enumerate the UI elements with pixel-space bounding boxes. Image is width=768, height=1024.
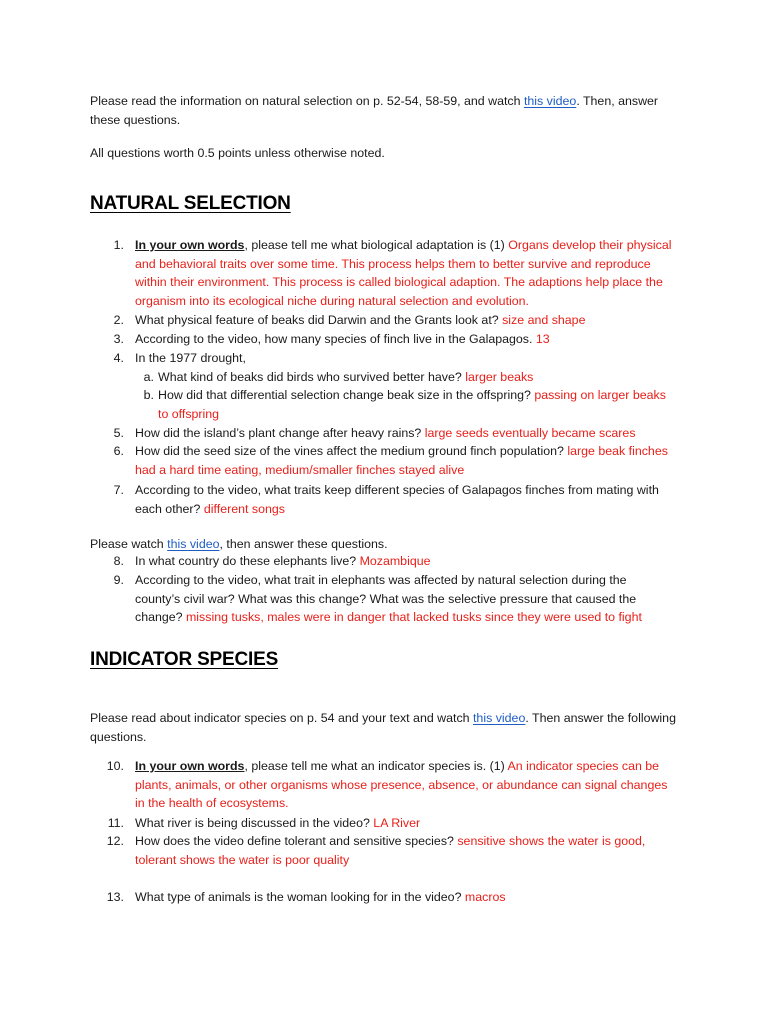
video-link-3[interactable]: this video xyxy=(472,711,526,725)
answer-8: Mozambique xyxy=(359,554,431,568)
video-link-1[interactable]: this video xyxy=(523,94,577,108)
video-link-2[interactable]: this video xyxy=(167,537,220,551)
section-heading-indicator-species: INDICATOR SPECIES xyxy=(90,649,279,670)
section-heading-natural-selection: NATURAL SELECTION xyxy=(90,193,291,214)
answer-3: 13 xyxy=(535,332,550,346)
points-note: All questions worth 0.5 points unless otherwise noted. xyxy=(90,146,385,160)
answer-5: large seeds eventually became scares xyxy=(424,426,636,440)
answer-6: large beak finches had a hard time eating, medium/smaller finches stayed alive xyxy=(135,444,668,477)
answer-13: macros xyxy=(464,890,506,904)
answer-11: LA River xyxy=(373,816,421,830)
answer-9: missing tusks, males were in danger that lacked tusks since they were used to fight xyxy=(185,610,642,624)
answer-4a: larger beaks xyxy=(465,370,534,384)
answer-4b: passing on larger beaks to offspring xyxy=(158,388,666,421)
intro-paragraph: Please read the information on natural selection on p. 52-54, 58-59, and watch this video. Then, answer these questions. xyxy=(90,94,659,127)
answer-10: An indicator species can be plants, animals, or other organisms whose presence, absence, or abundance can signal changes in the health of ecosystems. xyxy=(135,759,668,810)
indicator-intro-paragraph: Please read about indicator species on p. 54 and your text and watch this video. Then answer the following questions. xyxy=(90,711,676,744)
answer-1: Organs develop their physical and behavioral traits over some time. This process helps them to better survive and reproduce within their environment. This process is called biological adaption. The adaptions help place the organism into its ecological niche during natural selection and evolution. xyxy=(135,238,672,308)
watch-paragraph: Please watch this video, then answer these questions. xyxy=(90,537,388,551)
answer-2: size and shape xyxy=(502,313,586,327)
document-page: Please read the information on natural selection on p. 52-54, 58-59, and watch this video. Then, answer these questions. All questions worth 0.5 points unless otherwise noted. NATURAL SELECTION 1. In your own words, please tell me what biological adaptation is (1) Organs develop their physical and behavioral traits over some time. This process helps them to better survive and reproduce within their environment. This process is called biological adaption. The adaptions help place the organism into its ecological niche during natural selection and evolution. 2. What physical feature of beaks did Darwin and the Grants look at? size and shape 3. According to the video, how many species of finch live in the Galapagos. 13 4. In the 1977 drought, a. What kind of beaks did birds who survived better have? larger beaks b. How did that differential selection change beak size in the offspring? passing on larger beaks to offspring 5. How did the island’s plant change after heavy rains? large seeds eventually became scares 6. How did the seed size of the vines affect the medium ground finch population? large beak finches had a hard time eating, medium/smaller finches stayed alive 7. According to the video, what traits keep different species of Galapagos finches from mating with each other? different songs Please watch this video, then answer these questions. 8. In what country do these elephants live? Mozambique 9. According to the video, what trait in elephants was affected by natural selection during the county’s civil war? What was this change? What was the selective pressure that caused the change? missing tusks, males were in danger that lacked tusks since they were used to fight INDICATOR SPECIES Please read about indicator species on p. 54 and your text and watch this video. Then answer the following questions. 10. In your own words, please tell me what an indicator species is. (1) An indicator species can be plants, animals, or other organisms whose presence, absence, or abundance can signal changes in the health of ecosystems. 11. What river is being discussed in the video? LA River 12. How does the video define tolerant and sensitive species? sensitive shows the water is good, tolerant shows the water is poor quality 13. What type of animals is the woman looking for in the video? macros xyxy=(0,0,768,1024)
answer-7: different songs xyxy=(203,501,285,516)
answer-12: sensitive shows the water is good, tolerant shows the water is poor quality xyxy=(135,834,646,867)
